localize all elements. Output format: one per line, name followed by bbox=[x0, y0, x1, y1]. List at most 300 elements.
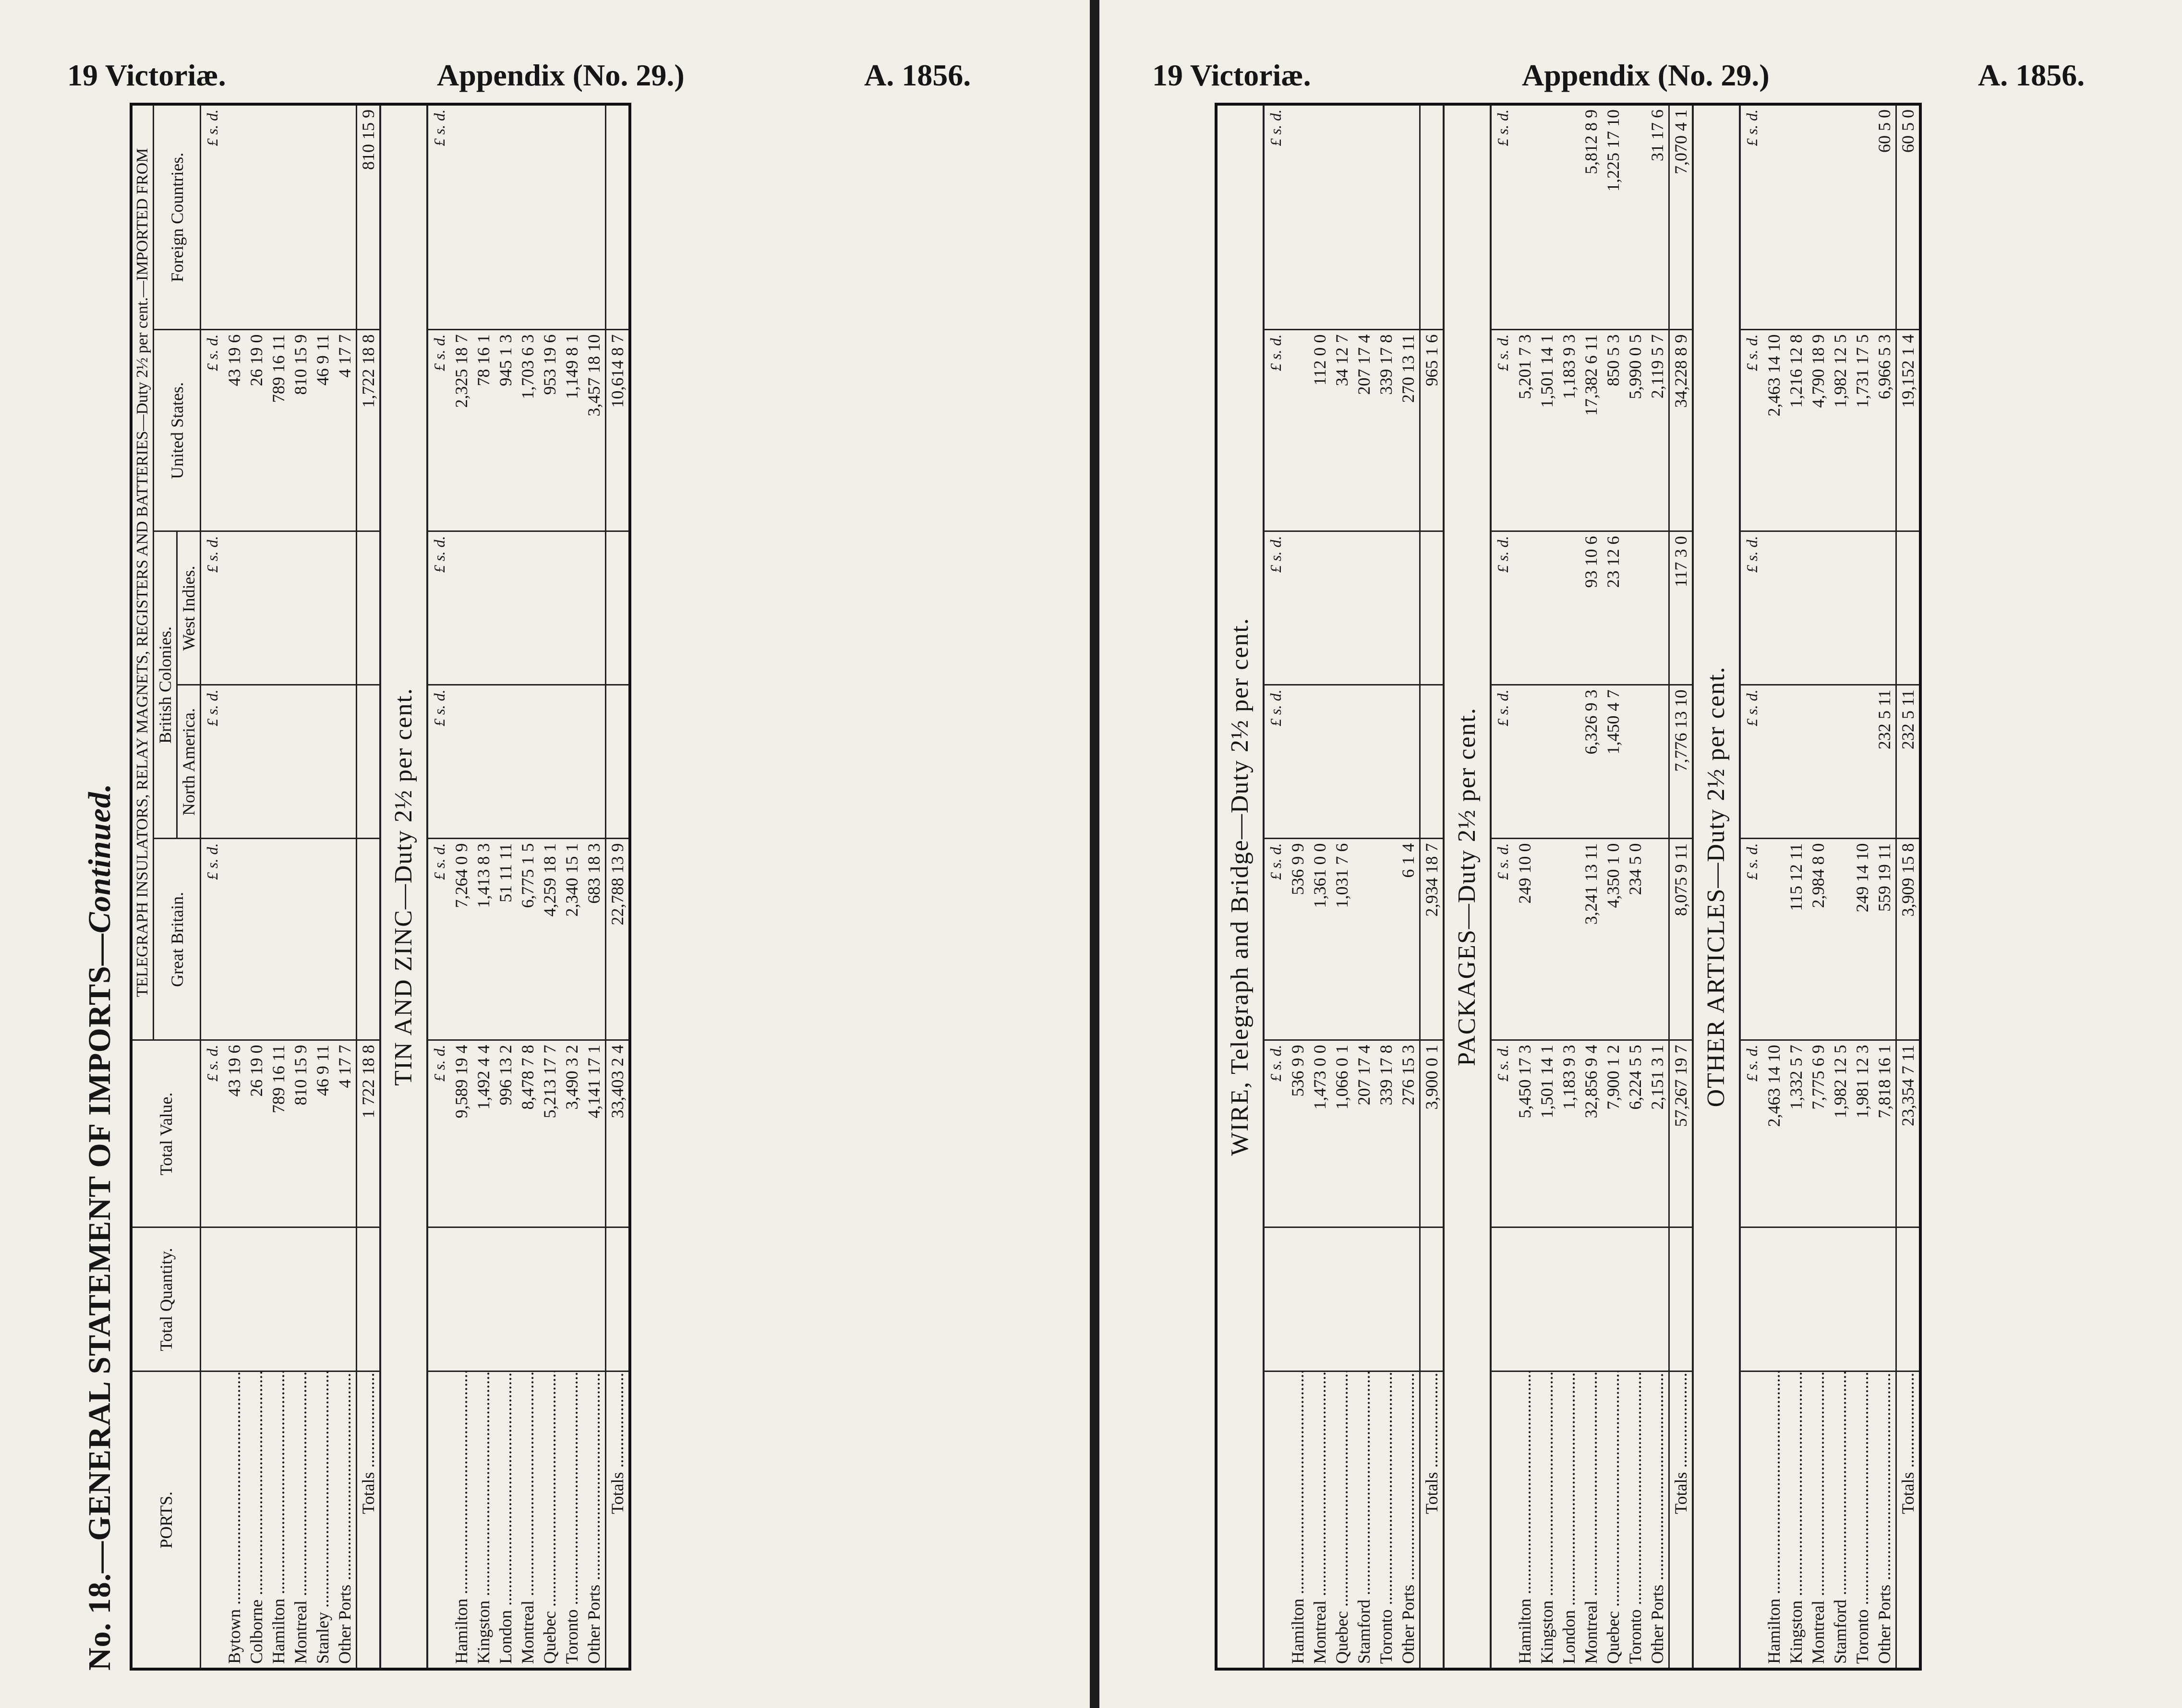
value-cell-na: 1,450 4 7 bbox=[1602, 685, 1624, 839]
value-cell-total: 1,332 5 7 bbox=[1785, 1040, 1807, 1227]
blank-cell bbox=[1740, 1227, 1763, 1371]
west-indies-header: West Indies. bbox=[177, 531, 201, 685]
total-cell-total: 3,900 0 1 bbox=[1420, 1040, 1444, 1227]
currency-units: £ s. d. bbox=[201, 531, 224, 685]
table-row bbox=[245, 104, 267, 1669]
value-cell-na bbox=[312, 685, 334, 839]
currency-units: £ s. d. bbox=[1740, 685, 1763, 839]
value-cell-total: 26 19 0 bbox=[245, 1040, 267, 1227]
value-cell-us: 1,982 12 5 bbox=[1829, 330, 1851, 531]
value-cell-gb bbox=[223, 839, 245, 1040]
running-head-right-r: A. 1856. bbox=[1978, 58, 2085, 92]
total-cell-wi: 117 3 0 bbox=[1669, 531, 1693, 685]
value-cell-wi bbox=[1375, 531, 1397, 685]
value-cell-gb bbox=[1536, 839, 1558, 1040]
value-cell-quantity bbox=[1514, 1227, 1536, 1371]
port-name: Other Ports ..... bbox=[583, 1371, 606, 1669]
value-cell-fc bbox=[561, 104, 583, 330]
totals-row bbox=[1420, 104, 1444, 1669]
port-name: Hamilton ..... bbox=[1287, 1371, 1309, 1669]
port-name: Colborne ..... bbox=[245, 1371, 267, 1669]
value-cell-na bbox=[561, 685, 583, 839]
value-cell-us: 6,966 5 3 bbox=[1873, 330, 1896, 531]
currency-units: £ s. d. bbox=[1264, 1040, 1287, 1227]
totals-label: Totals ..... bbox=[1420, 1371, 1444, 1669]
port-name: Hamilton ..... bbox=[1763, 1371, 1785, 1669]
value-cell-wi bbox=[1851, 531, 1873, 685]
value-cell-total: 2,151 3 1 bbox=[1646, 1040, 1669, 1227]
table-row bbox=[561, 104, 583, 1669]
totals-row bbox=[1896, 104, 1921, 1669]
value-cell-na bbox=[223, 685, 245, 839]
port-name: Toronto ..... bbox=[561, 1371, 583, 1669]
value-cell-na bbox=[1558, 685, 1580, 839]
total-cell-quantity bbox=[357, 1227, 381, 1371]
total-cell-na: 232 5 11 bbox=[1896, 685, 1921, 839]
port-name: Montreal ..... bbox=[289, 1371, 312, 1669]
table-row bbox=[1353, 104, 1375, 1669]
value-cell-total: 6,224 5 5 bbox=[1624, 1040, 1646, 1227]
value-cell-fc bbox=[334, 104, 357, 330]
imports-table-right bbox=[1215, 103, 1922, 1671]
running-head-center: Appendix (No. 29.) bbox=[437, 58, 685, 92]
total-quantity-header: Total Quantity. bbox=[131, 1227, 201, 1371]
currency-units: £ s. d. bbox=[1264, 104, 1287, 330]
value-cell-na bbox=[494, 685, 517, 839]
currency-units: £ s. d. bbox=[427, 1040, 450, 1227]
port-name: Toronto ..... bbox=[1375, 1371, 1397, 1669]
port-name: Quebec ..... bbox=[1602, 1371, 1624, 1669]
blank-cell bbox=[1264, 1371, 1287, 1669]
currency-units: £ s. d. bbox=[1491, 839, 1514, 1040]
value-cell-us: 1,183 9 3 bbox=[1558, 330, 1580, 531]
value-cell-us: 34 12 7 bbox=[1331, 330, 1353, 531]
currency-units-row bbox=[1491, 104, 1514, 1669]
value-cell-us: 207 17 4 bbox=[1353, 330, 1375, 531]
value-cell-quantity bbox=[1785, 1227, 1807, 1371]
table-row bbox=[267, 104, 289, 1669]
value-cell-fc bbox=[1397, 104, 1420, 330]
value-cell-gb bbox=[334, 839, 357, 1040]
total-cell-total: 1 722 18 8 bbox=[357, 1040, 381, 1227]
value-cell-quantity bbox=[289, 1227, 312, 1371]
value-cell-fc bbox=[472, 104, 494, 330]
total-cell-quantity bbox=[1420, 1227, 1444, 1371]
currency-units: £ s. d. bbox=[1740, 839, 1763, 1040]
value-cell-na bbox=[1514, 685, 1536, 839]
left-rotated-content bbox=[72, 106, 975, 1671]
value-cell-total: 1,501 14 1 bbox=[1536, 1040, 1558, 1227]
total-cell-na bbox=[606, 685, 630, 839]
value-cell-fc bbox=[1785, 104, 1807, 330]
total-cell-total: 33,403 2 4 bbox=[606, 1040, 630, 1227]
value-cell-gb: 1,361 0 0 bbox=[1309, 839, 1331, 1040]
value-cell-gb: 51 11 11 bbox=[494, 839, 517, 1040]
value-cell-quantity bbox=[245, 1227, 267, 1371]
currency-units: £ s. d. bbox=[427, 330, 450, 531]
total-cell-wi bbox=[606, 531, 630, 685]
value-cell-total: 5,213 17 7 bbox=[539, 1040, 561, 1227]
value-cell-quantity bbox=[312, 1227, 334, 1371]
value-cell-us: 850 5 3 bbox=[1602, 330, 1624, 531]
port-name: Quebec ..... bbox=[539, 1371, 561, 1669]
value-cell-wi bbox=[450, 531, 472, 685]
value-cell-quantity bbox=[472, 1227, 494, 1371]
table-row bbox=[1646, 104, 1669, 1669]
section-title: WIRE, Telegraph and Bridge—Duty 2½ per cent. bbox=[1216, 104, 1264, 1669]
value-cell-wi bbox=[289, 531, 312, 685]
value-cell-fc bbox=[1536, 104, 1558, 330]
value-cell-us: 3,457 18 10 bbox=[583, 330, 606, 531]
value-cell-gb: 4,259 18 1 bbox=[539, 839, 561, 1040]
value-cell-na bbox=[1829, 685, 1851, 839]
value-cell-wi bbox=[1763, 531, 1785, 685]
value-cell-us: 2,325 18 7 bbox=[450, 330, 472, 531]
port-name: Bytown ..... bbox=[223, 1371, 245, 1669]
value-cell-us: 339 17 8 bbox=[1375, 330, 1397, 531]
value-cell-quantity bbox=[1353, 1227, 1375, 1371]
value-cell-wi bbox=[267, 531, 289, 685]
totals-label: Totals ..... bbox=[357, 1371, 381, 1669]
value-cell-na bbox=[1397, 685, 1420, 839]
value-cell-us: 112 0 0 bbox=[1309, 330, 1331, 531]
value-cell-fc bbox=[450, 104, 472, 330]
table-row bbox=[1514, 104, 1536, 1669]
value-cell-gb: 249 10 0 bbox=[1514, 839, 1536, 1040]
value-cell-wi bbox=[472, 531, 494, 685]
value-cell-na bbox=[289, 685, 312, 839]
value-cell-fc bbox=[494, 104, 517, 330]
value-cell-total: 7,775 6 9 bbox=[1807, 1040, 1829, 1227]
value-cell-total: 4,141 17 1 bbox=[583, 1040, 606, 1227]
table-row bbox=[583, 104, 606, 1669]
running-head-right: A. 1856. bbox=[864, 58, 971, 92]
value-cell-quantity bbox=[1602, 1227, 1624, 1371]
value-cell-quantity bbox=[1287, 1227, 1309, 1371]
value-cell-wi bbox=[1397, 531, 1420, 685]
value-cell-gb: 4,350 1 0 bbox=[1602, 839, 1624, 1040]
currency-units: £ s. d. bbox=[1740, 531, 1763, 685]
total-cell-wi bbox=[1896, 531, 1921, 685]
value-cell-quantity bbox=[1807, 1227, 1829, 1371]
total-cell-gb: 22,788 13 9 bbox=[606, 839, 630, 1040]
value-cell-us: 4,790 18 9 bbox=[1807, 330, 1829, 531]
table-body-left bbox=[201, 104, 630, 1669]
value-cell-na bbox=[1375, 685, 1397, 839]
value-cell-total: 2,463 14 10 bbox=[1763, 1040, 1785, 1227]
table-row bbox=[1763, 104, 1785, 1669]
book-gutter bbox=[1090, 0, 1099, 1708]
section-title: TIN AND ZINC—Duty 2½ per cent. bbox=[380, 104, 427, 1669]
running-head-left-r: 19 Victoriæ. bbox=[1152, 58, 1311, 92]
value-cell-us: 1,501 14 1 bbox=[1536, 330, 1558, 531]
table-row bbox=[1602, 104, 1624, 1669]
value-cell-fc bbox=[1353, 104, 1375, 330]
value-cell-total: 8,478 7 8 bbox=[517, 1040, 539, 1227]
table-row bbox=[1287, 104, 1309, 1669]
currency-units: £ s. d. bbox=[427, 104, 450, 330]
total-cell-wi bbox=[357, 531, 381, 685]
table-row bbox=[1785, 104, 1807, 1669]
value-cell-na bbox=[1646, 685, 1669, 839]
port-name: Hamilton ..... bbox=[1514, 1371, 1536, 1669]
value-cell-gb: 6,775 1 5 bbox=[517, 839, 539, 1040]
value-cell-fc: 1,225 17 10 bbox=[1602, 104, 1624, 330]
port-name: Montreal ..... bbox=[1309, 1371, 1331, 1669]
value-cell-fc bbox=[223, 104, 245, 330]
value-cell-fc bbox=[1763, 104, 1785, 330]
table-row bbox=[1331, 104, 1353, 1669]
value-cell-wi bbox=[1514, 531, 1536, 685]
value-cell-wi bbox=[583, 531, 606, 685]
total-cell-na bbox=[357, 685, 381, 839]
value-cell-total: 1,066 0 1 bbox=[1331, 1040, 1353, 1227]
value-cell-gb bbox=[1558, 839, 1580, 1040]
value-cell-quantity bbox=[1646, 1227, 1669, 1371]
section-title-row bbox=[1693, 104, 1740, 1669]
value-cell-quantity bbox=[334, 1227, 357, 1371]
value-cell-quantity bbox=[1873, 1227, 1896, 1371]
port-name: Other Ports ..... bbox=[1873, 1371, 1896, 1669]
total-cell-us: 1,722 18 8 bbox=[357, 330, 381, 531]
statement-title: No. 18.—GENERAL STATEMENT OF IMPORTS—Continued. bbox=[82, 783, 117, 1671]
value-cell-us: 5,990 0 5 bbox=[1624, 330, 1646, 531]
value-cell-wi bbox=[1829, 531, 1851, 685]
value-cell-quantity bbox=[1309, 1227, 1331, 1371]
value-cell-fc bbox=[1375, 104, 1397, 330]
value-cell-fc bbox=[1287, 104, 1309, 330]
section-title-row bbox=[1444, 104, 1491, 1669]
value-cell-quantity bbox=[494, 1227, 517, 1371]
currency-units: £ s. d. bbox=[1264, 685, 1287, 839]
port-name: Other Ports ..... bbox=[1397, 1371, 1420, 1669]
port-name: Stamford ..... bbox=[1829, 1371, 1851, 1669]
value-cell-us bbox=[1287, 330, 1309, 531]
imported-from-header: TELEGRAPH INSULATORS, RELAY MAGNETS, REGISTERS AND BATTERIES—Duty 2½ per cent.—IMPORTED FROM bbox=[131, 104, 154, 1040]
total-cell-gb: 3,909 15 8 bbox=[1896, 839, 1921, 1040]
value-cell-na bbox=[472, 685, 494, 839]
table-row bbox=[1873, 104, 1896, 1669]
right-rotated-content bbox=[1157, 106, 2060, 1671]
total-cell-fc: 810 15 9 bbox=[357, 104, 381, 330]
value-cell-wi bbox=[561, 531, 583, 685]
currency-units: £ s. d. bbox=[1264, 839, 1287, 1040]
value-cell-wi bbox=[1646, 531, 1669, 685]
value-cell-quantity bbox=[1851, 1227, 1873, 1371]
value-cell-wi bbox=[1807, 531, 1829, 685]
left-page bbox=[0, 0, 1090, 1708]
value-cell-fc: 5,812 8 9 bbox=[1580, 104, 1602, 330]
united-states-header: United States. bbox=[154, 330, 201, 531]
value-cell-gb: 536 9 9 bbox=[1287, 839, 1309, 1040]
port-name: Kingston ..... bbox=[1785, 1371, 1807, 1669]
value-cell-wi bbox=[1536, 531, 1558, 685]
totals-row bbox=[606, 104, 630, 1669]
value-cell-na bbox=[1331, 685, 1353, 839]
currency-units: £ s. d. bbox=[1264, 330, 1287, 531]
total-cell-us: 965 1 6 bbox=[1420, 330, 1444, 531]
value-cell-wi bbox=[1287, 531, 1309, 685]
value-cell-gb bbox=[245, 839, 267, 1040]
value-cell-total: 996 13 2 bbox=[494, 1040, 517, 1227]
value-cell-total: 207 17 4 bbox=[1353, 1040, 1375, 1227]
value-cell-us: 1,703 6 3 bbox=[517, 330, 539, 531]
table-row bbox=[1375, 104, 1397, 1669]
value-cell-na bbox=[1851, 685, 1873, 839]
value-cell-us: 945 1 3 bbox=[494, 330, 517, 531]
value-cell-wi bbox=[223, 531, 245, 685]
total-cell-us: 10,614 8 7 bbox=[606, 330, 630, 531]
totals-label: Totals ..... bbox=[1896, 1371, 1921, 1669]
value-cell-us: 2,119 5 7 bbox=[1646, 330, 1669, 531]
currency-units: £ s. d. bbox=[1491, 104, 1514, 330]
value-cell-quantity bbox=[223, 1227, 245, 1371]
value-cell-gb bbox=[1763, 839, 1785, 1040]
value-cell-us: 43 19 6 bbox=[223, 330, 245, 531]
port-name: Other Ports ..... bbox=[1646, 1371, 1669, 1669]
value-cell-us: 17,382 6 11 bbox=[1580, 330, 1602, 531]
total-value-header: Total Value. bbox=[131, 1040, 201, 1227]
imports-table-left bbox=[130, 103, 631, 1671]
currency-units: £ s. d. bbox=[201, 104, 224, 330]
total-cell-fc: 60 5 0 bbox=[1896, 104, 1921, 330]
currency-units-row bbox=[427, 104, 450, 1669]
value-cell-us: 2,463 14 10 bbox=[1763, 330, 1785, 531]
currency-units: £ s. d. bbox=[201, 1040, 224, 1227]
table-row bbox=[1580, 104, 1602, 1669]
value-cell-quantity bbox=[1397, 1227, 1420, 1371]
value-cell-na bbox=[1536, 685, 1558, 839]
north-america-header: North America. bbox=[177, 685, 201, 839]
value-cell-wi bbox=[517, 531, 539, 685]
foreign-countries-header: Foreign Countries. bbox=[154, 104, 201, 330]
value-cell-us: 1,731 17 5 bbox=[1851, 330, 1873, 531]
value-cell-fc bbox=[1807, 104, 1829, 330]
port-name: Stanley ..... bbox=[312, 1371, 334, 1669]
value-cell-gb bbox=[1829, 839, 1851, 1040]
currency-units: £ s. d. bbox=[1491, 1040, 1514, 1227]
value-cell-fc bbox=[539, 104, 561, 330]
blank-cell bbox=[1264, 1227, 1287, 1371]
value-cell-total: 789 16 11 bbox=[267, 1040, 289, 1227]
total-cell-total: 23,354 7 11 bbox=[1896, 1040, 1921, 1227]
value-cell-total: 7,818 16 1 bbox=[1873, 1040, 1896, 1227]
table-row bbox=[1309, 104, 1331, 1669]
value-cell-gb: 6 1 4 bbox=[1397, 839, 1420, 1040]
value-cell-quantity bbox=[1624, 1227, 1646, 1371]
value-cell-total: 5,450 17 3 bbox=[1514, 1040, 1536, 1227]
table-row bbox=[223, 104, 245, 1669]
port-name: Montreal ..... bbox=[517, 1371, 539, 1669]
value-cell-gb: 2,984 8 0 bbox=[1807, 839, 1829, 1040]
value-cell-wi bbox=[334, 531, 357, 685]
value-cell-gb bbox=[1646, 839, 1669, 1040]
value-cell-gb bbox=[1353, 839, 1375, 1040]
value-cell-wi bbox=[245, 531, 267, 685]
section-title: OTHER ARTICLES—Duty 2½ per cent. bbox=[1693, 104, 1740, 1669]
value-cell-total: 1,982 12 5 bbox=[1829, 1040, 1851, 1227]
currency-units: £ s. d. bbox=[1740, 104, 1763, 330]
value-cell-fc bbox=[1558, 104, 1580, 330]
value-cell-quantity bbox=[267, 1227, 289, 1371]
totals-row bbox=[357, 104, 381, 1669]
ports-header: PORTS. bbox=[131, 1371, 201, 1669]
value-cell-wi bbox=[1309, 531, 1331, 685]
port-name: Kingston ..... bbox=[472, 1371, 494, 1669]
value-cell-gb bbox=[312, 839, 334, 1040]
blank-cell bbox=[1740, 1371, 1763, 1669]
value-cell-wi bbox=[539, 531, 561, 685]
currency-units-row bbox=[1740, 104, 1763, 1669]
value-cell-total: 1,981 12 3 bbox=[1851, 1040, 1873, 1227]
right-page bbox=[1099, 0, 2182, 1708]
value-cell-total: 32,856 9 4 bbox=[1580, 1040, 1602, 1227]
value-cell-us: 953 19 6 bbox=[539, 330, 561, 531]
blank-cell bbox=[1491, 1371, 1514, 1669]
currency-units: £ s. d. bbox=[1491, 330, 1514, 531]
value-cell-fc: 60 5 0 bbox=[1873, 104, 1896, 330]
port-name: Quebec ..... bbox=[1331, 1371, 1353, 1669]
currency-units: £ s. d. bbox=[1491, 685, 1514, 839]
port-name: Hamilton ..... bbox=[450, 1371, 472, 1669]
value-cell-gb: 7,264 0 9 bbox=[450, 839, 472, 1040]
port-name: London ..... bbox=[1558, 1371, 1580, 1669]
value-cell-fc bbox=[1829, 104, 1851, 330]
value-cell-fc: 31 17 6 bbox=[1646, 104, 1669, 330]
table-row bbox=[289, 104, 312, 1669]
value-cell-na bbox=[1309, 685, 1331, 839]
table-row bbox=[1558, 104, 1580, 1669]
great-britain-header: Great Britain. bbox=[154, 839, 201, 1040]
value-cell-quantity bbox=[1375, 1227, 1397, 1371]
total-cell-fc bbox=[1420, 104, 1444, 330]
total-cell-quantity bbox=[1669, 1227, 1693, 1371]
value-cell-gb: 1,413 8 3 bbox=[472, 839, 494, 1040]
port-name: Kingston ..... bbox=[1536, 1371, 1558, 1669]
value-cell-us: 5,201 7 3 bbox=[1514, 330, 1536, 531]
value-cell-quantity bbox=[583, 1227, 606, 1371]
value-cell-wi bbox=[1331, 531, 1353, 685]
blank-cell bbox=[427, 1371, 450, 1669]
value-cell-quantity bbox=[1558, 1227, 1580, 1371]
currency-units: £ s. d. bbox=[427, 685, 450, 839]
value-cell-us: 78 16 1 bbox=[472, 330, 494, 531]
currency-units: £ s. d. bbox=[201, 839, 224, 1040]
value-cell-gb bbox=[1375, 839, 1397, 1040]
port-name: Toronto ..... bbox=[1624, 1371, 1646, 1669]
value-cell-wi bbox=[1624, 531, 1646, 685]
value-cell-na bbox=[539, 685, 561, 839]
value-cell-wi: 23 12 6 bbox=[1602, 531, 1624, 685]
running-head-left: 19 Victoriæ. bbox=[67, 58, 226, 92]
totals-label: Totals ..... bbox=[606, 1371, 630, 1669]
value-cell-fc bbox=[1331, 104, 1353, 330]
value-cell-us: 789 16 11 bbox=[267, 330, 289, 531]
blank-cell bbox=[427, 1227, 450, 1371]
total-cell-quantity bbox=[606, 1227, 630, 1371]
port-name: London ..... bbox=[494, 1371, 517, 1669]
total-cell-us: 34,228 8 9 bbox=[1669, 330, 1693, 531]
total-cell-total: 57,267 19 7 bbox=[1669, 1040, 1693, 1227]
value-cell-total: 4 17 7 bbox=[334, 1040, 357, 1227]
value-cell-quantity bbox=[450, 1227, 472, 1371]
value-cell-na bbox=[517, 685, 539, 839]
value-cell-total: 810 15 9 bbox=[289, 1040, 312, 1227]
table-row bbox=[450, 104, 472, 1669]
value-cell-total: 1,183 9 3 bbox=[1558, 1040, 1580, 1227]
currency-units: £ s. d. bbox=[1740, 330, 1763, 531]
total-cell-fc bbox=[606, 104, 630, 330]
